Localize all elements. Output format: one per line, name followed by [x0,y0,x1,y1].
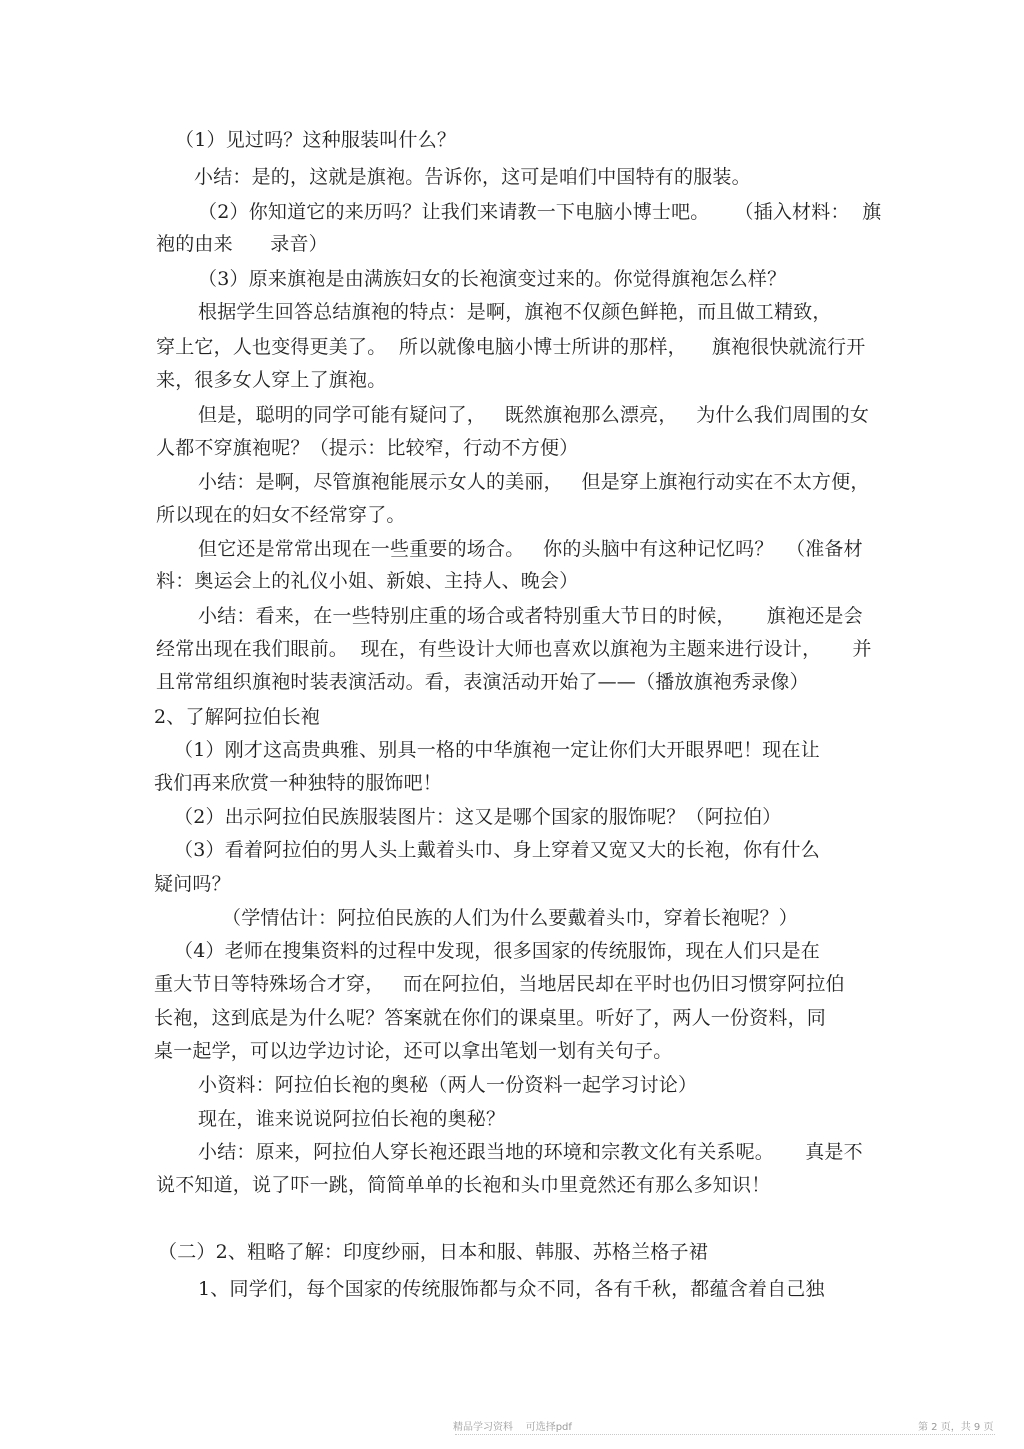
text-line: 小资料：阿拉伯长袍的奥秘（两人一份资料一起学习讨论） [198,1074,698,1096]
section-heading: （二）2、粗略了解：印度纱丽，日本和服、韩服、苏格兰格子裙 [158,1241,708,1263]
text-line: 现在，谁来说说阿拉伯长袍的奥秘？ [198,1108,506,1130]
text-line: 说不知道，说了吓一跳，简简单单的长袍和头巾里竟然还有那么多知识！ [156,1174,771,1196]
text-line: （3）原来旗袍是由满族妇女的长袍演变过来的。你觉得旗袍怎么样？ [198,268,787,290]
text-line: （1）见过吗？这种服装叫什么？ [175,129,457,151]
text-line: 但是，聪明的同学可能有疑问了， 既然旗袍那么漂亮， 为什么我们周围的女 [198,404,870,426]
text-line: （1）刚才这高贵典雅、别具一格的中华旗袍一定让你们大开眼界吧！现在让 [174,739,820,761]
text-line: 小结：是啊，尽管旗袍能展示女人的美丽， 但是穿上旗袍行动实在不太方便， [198,471,870,493]
text-line: 来，很多女人穿上了旗袍。 [156,369,387,391]
text-line: 疑问吗？ [154,873,231,895]
section-heading: 2、了解阿拉伯长袍 [154,706,320,728]
text-line: 重大节日等特殊场合才穿， 而在阿拉伯，当地居民却在平时也仍旧习惯穿阿拉伯 [154,973,845,995]
text-line: 小结：是的，这就是旗袍。告诉你，这可是咱们中国特有的服装。 [194,166,751,188]
text-line: 桌一起学，可以边学边讨论，还可以拿出笔划一划有关句子。 [154,1040,673,1062]
text-line: 所以现在的妇女不经常穿了。 [156,504,406,526]
text-line: 且常常组织旗袍时装表演活动。看，表演活动开始了——（播放旗袍秀录像） [156,671,809,693]
text-line: 但它还是常常出现在一些重要的场合。 你的头脑中有这种记忆吗？ （准备材 [198,538,863,560]
text-line: 小结：原来，阿拉伯人穿长袍还跟当地的环境和宗教文化有关系呢。 真是不 [198,1141,863,1163]
text-line: （4）老师在搜集资料的过程中发现，很多国家的传统服饰，现在人们只是在 [174,940,820,962]
text-line: 长袍，这到底是为什么呢？答案就在你们的课桌里。听好了，两人一份资料，同 [154,1007,827,1029]
text-line: （2）你知道它的来历吗？让我们来请教一下电脑小博士吧。 （插入材料： 旗 [198,201,882,223]
text-line: 1、同学们，每个国家的传统服饰都与众不同，各有千秋，都蕴含着自己独 [198,1278,825,1300]
page-number: 第 2 页，共 9 页 [918,1422,994,1433]
text-line: （学情估计：阿拉伯民族的人们为什么要戴着头巾，穿着长袍呢？） [222,907,799,929]
text-line: 我们再来欣赏一种独特的服饰吧！ [154,772,443,794]
text-line: 袍的由来 录音） [156,233,328,255]
text-line: 根据学生回答总结旗袍的特点：是啊，旗袍不仅颜色鲜艳，而且做工精致， [198,301,832,323]
footer-left: 精品学习资料 可选择pdf [453,1422,572,1433]
text-line: 小结：看来，在一些特别庄重的场合或者特别重大节日的时候， 旗袍还是会 [198,605,863,627]
text-line: 料：奥运会上的礼仪小姐、新娘、主持人、晚会） [156,570,579,592]
text-line: （2）出示阿拉伯民族服装图片：这又是哪个国家的服饰呢？（阿拉伯） [174,806,782,828]
text-line: 人都不穿旗袍呢？（提示：比较窄，行动不方便） [156,437,579,459]
text-line: （3）看着阿拉伯的男人头上戴着头巾、身上穿着又宽又大的长袍，你有什么 [174,839,820,861]
text-line: 经常出现在我们眼前。 现在，有些设计大师也喜欢以旗袍为主题来进行设计， 并 [156,638,872,660]
footer-divider [455,1434,995,1435]
text-line: 穿上它，人也变得更美了。 所以就像电脑小博士所讲的那样， 旗袍很快就流行开 [156,336,866,358]
